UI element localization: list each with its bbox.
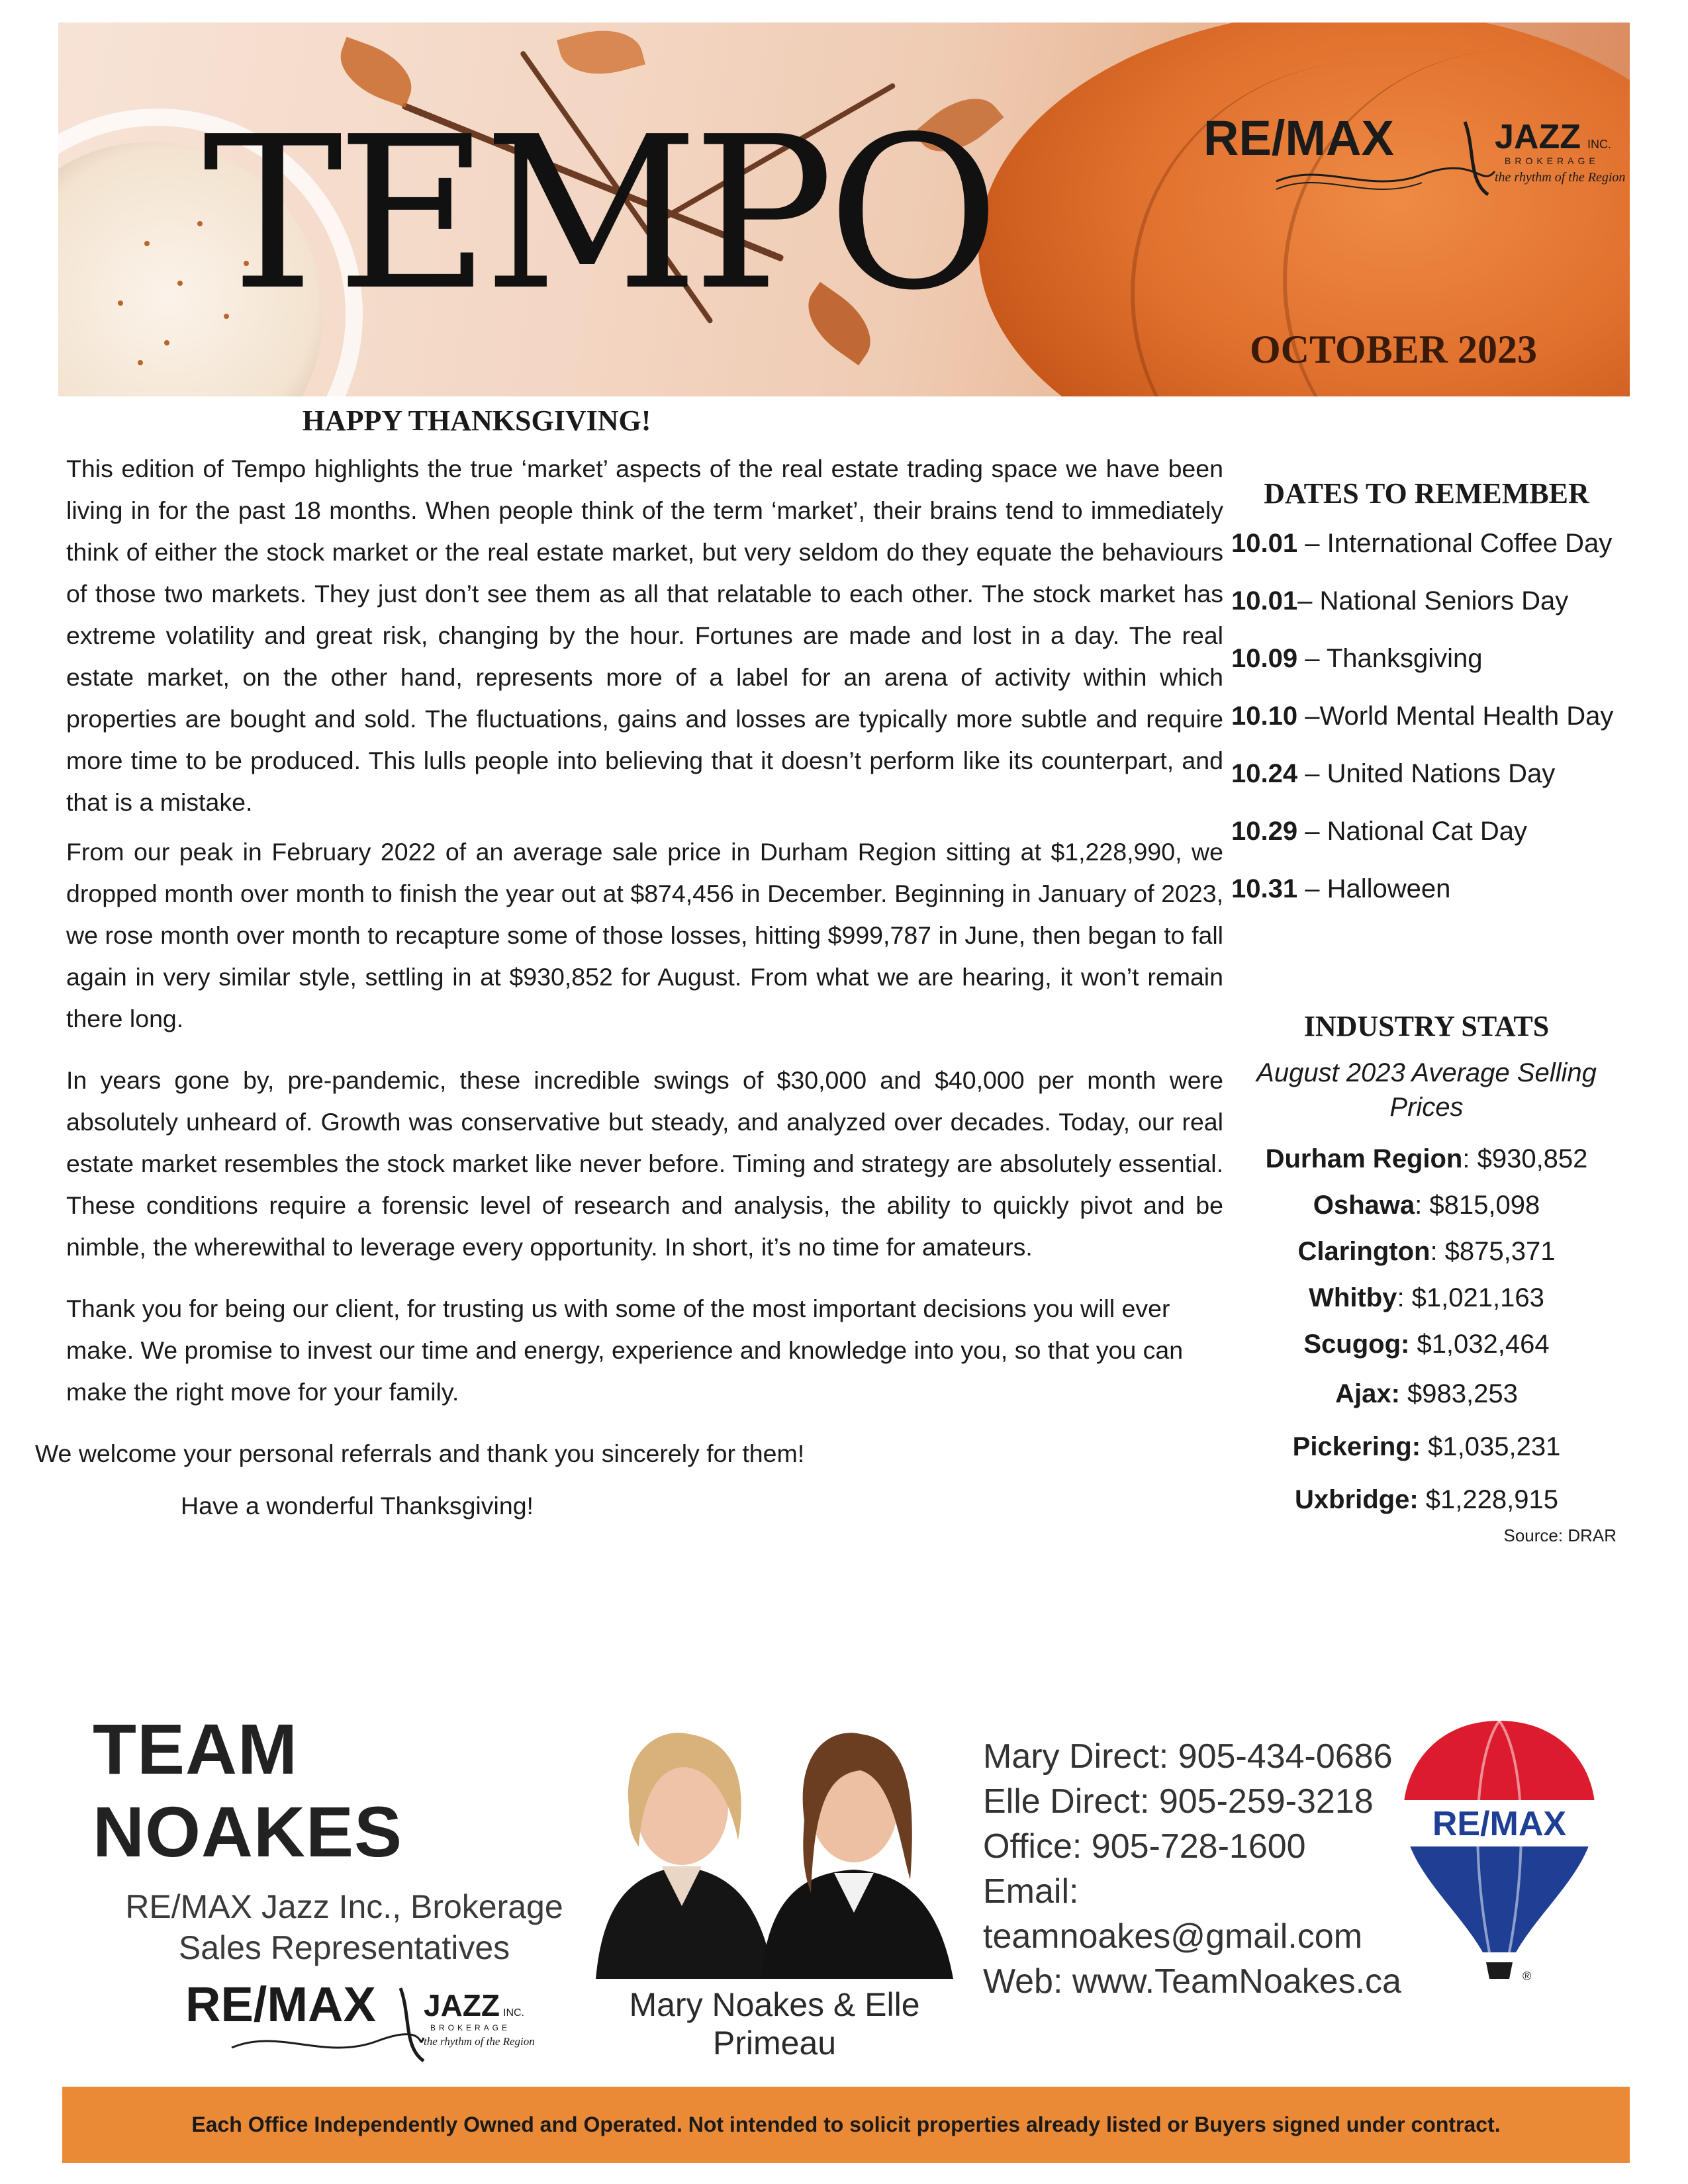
article-paragraph: In years gone by, pre-pandemic, these incredible swings of $30,000 and $40,000 per month were absolutely unheard of. Growth was conservative but steady, and analyzed over decades. Today, our real estate market resembles the stock market like never before. Timing and strategy are absolutely essential. These conditions require a forensic level of research and analysis, the ability to quickly pivot and be nimble, the wherewithal to leverage every opportunity. In short, it’s no time for amateurs. bbox=[66, 1066, 1223, 1261]
stat-price: $1,032,464 bbox=[1409, 1330, 1550, 1359]
date-item: 10.24 – United Nations Day bbox=[1231, 759, 1556, 788]
stat-region: Uxbridge: bbox=[1295, 1485, 1419, 1514]
contact-elle-phone[interactable]: Elle Direct: 905-259-3218 bbox=[983, 1782, 1374, 1821]
logo-inc-text: INC. bbox=[503, 2007, 524, 2019]
stat-row bbox=[1231, 1420, 1622, 1473]
stat-price: $983,253 bbox=[1399, 1379, 1518, 1408]
photo-caption: Mary Noakes & Elle Primeau bbox=[629, 1986, 920, 2062]
stat-region: Clarington bbox=[1297, 1237, 1430, 1266]
team-photo bbox=[583, 1707, 960, 1979]
stat-region: Ajax: bbox=[1335, 1379, 1400, 1408]
stat-region: Durham Region bbox=[1265, 1144, 1463, 1173]
date-item: 10.09 – Thanksgiving bbox=[1231, 644, 1483, 673]
team-name: TEAM NOAKES bbox=[93, 1709, 403, 1872]
stat-row bbox=[1231, 1367, 1622, 1420]
newsletter-title: TEMPO bbox=[203, 91, 994, 336]
stat-price: : $930,852 bbox=[1462, 1144, 1588, 1173]
date-item: 10.01 – International Coffee Day bbox=[1231, 529, 1613, 558]
date-value: 10.31 bbox=[1231, 874, 1298, 903]
date-item: 10.01– National Seniors Day bbox=[1231, 586, 1569, 615]
stat-row bbox=[1231, 1182, 1622, 1228]
article-paragraph: From our peak in February 2022 of an average sale price in Durham Region sitting at $1,228,990, we dropped month over month to finish the year out at $874,456 in December. Beginning in January of 2023, we rose month over month to recapture some of those losses, hitting $999,787 in June, then began to fall again in very similar style, settling in at $930,852 for August. From what we are hearing, it won’t remain there long. bbox=[66, 838, 1223, 1032]
stat-row bbox=[1231, 1275, 1622, 1321]
contact-website[interactable]: Web: www.TeamNoakes.ca bbox=[983, 1962, 1401, 2001]
issue-date: OCTOBER 2023 bbox=[1250, 328, 1537, 371]
date-value: 10.10 bbox=[1231, 702, 1298, 731]
logo-inc-text: INC. bbox=[1587, 138, 1611, 151]
stat-price: $1,035,231 bbox=[1421, 1432, 1561, 1461]
date-label: International Coffee Day bbox=[1327, 529, 1613, 558]
date-item: 10.29 – National Cat Day bbox=[1231, 817, 1527, 846]
header-banner bbox=[58, 23, 1630, 396]
date-label: United Nations Day bbox=[1327, 759, 1556, 788]
logo-brokerage-text: BROKERAGE bbox=[1505, 156, 1599, 166]
logo-jazz-text: JAZZ bbox=[1495, 118, 1581, 156]
date-item: 10.31 – Halloween bbox=[1231, 874, 1451, 903]
logo-tagline-text: the rhythm of the Region bbox=[1495, 170, 1626, 185]
date-value: 10.29 bbox=[1231, 817, 1298, 846]
remax-balloon-icon bbox=[1397, 1714, 1602, 1992]
date-label: World Mental Health Day bbox=[1319, 702, 1614, 731]
dates-sidebar bbox=[1231, 463, 1622, 927]
date-label: National Seniors Day bbox=[1319, 586, 1569, 615]
date-value: 10.24 bbox=[1231, 759, 1298, 788]
main-article bbox=[34, 404, 1223, 1520]
team-role: Sales Representatives bbox=[178, 1929, 510, 1966]
stat-row bbox=[1231, 1136, 1622, 1182]
stat-price: : $875,371 bbox=[1430, 1237, 1556, 1266]
leaf-image bbox=[557, 23, 645, 85]
stat-row bbox=[1231, 1228, 1622, 1275]
stats-subtitle: August 2023 Average Selling Prices bbox=[1256, 1058, 1597, 1122]
article-heading: HAPPY THANKSGIVING! bbox=[302, 404, 651, 437]
stat-price: : $815,098 bbox=[1415, 1191, 1540, 1220]
stat-region: Whitby bbox=[1309, 1283, 1397, 1312]
stat-region: Scugog: bbox=[1303, 1330, 1410, 1359]
stat-row bbox=[1231, 1473, 1622, 1526]
stat-region: Oshawa bbox=[1313, 1191, 1415, 1220]
balloon-logo-text: RE/MAX bbox=[1432, 1805, 1567, 1843]
date-label: National Cat Day bbox=[1327, 817, 1527, 846]
logo-remax-text: RE/MAX bbox=[1203, 111, 1394, 165]
stats-list bbox=[1231, 1136, 1622, 1526]
date-label: Halloween bbox=[1327, 874, 1451, 903]
team-block bbox=[93, 1707, 596, 2077]
contact-email[interactable]: Email: teamnoakes@gmail.com bbox=[983, 1872, 1363, 1956]
referrals-line: We welcome your personal referrals and thank you sincerely for them! bbox=[34, 1439, 805, 1467]
dates-heading: DATES TO REMEMBER bbox=[1264, 477, 1589, 510]
contact-info bbox=[983, 1734, 1420, 2004]
disclaimer-text: Each Office Independently Owned and Operated. Not intended to solicit properties already listed or Buyers signed under contract. bbox=[191, 2113, 1501, 2136]
date-item: 10.10 –World Mental Health Day bbox=[1231, 702, 1614, 731]
logo-brokerage-text: BROKERAGE bbox=[430, 2023, 511, 2032]
closing-line: Have a wonderful Thanksgiving! bbox=[181, 1492, 534, 1520]
date-label: Thanksgiving bbox=[1326, 644, 1483, 673]
stat-price: $1,228,915 bbox=[1418, 1485, 1558, 1514]
logo-remax-text: RE/MAX bbox=[185, 1977, 376, 2032]
logo-tagline-text: the rhythm of the Region bbox=[424, 2035, 535, 2048]
team-brokerage: RE/MAX Jazz Inc., Brokerage bbox=[125, 1888, 563, 1925]
stats-source: Source: DRAR bbox=[1503, 1525, 1617, 1545]
stat-price: : $1,021,163 bbox=[1397, 1283, 1544, 1312]
contact-office-phone[interactable]: Office: 905-728-1600 bbox=[983, 1827, 1306, 1866]
disclaimer-bar bbox=[62, 2087, 1630, 2163]
remax-jazz-logo bbox=[1203, 109, 1630, 214]
date-value: 10.09 bbox=[1231, 644, 1298, 673]
stats-heading: INDUSTRY STATS bbox=[1303, 1010, 1550, 1042]
stat-row bbox=[1231, 1321, 1622, 1367]
logo-jazz-text: JAZZ bbox=[424, 1988, 500, 2023]
date-value: 10.01 bbox=[1231, 586, 1298, 615]
date-value: 10.01 bbox=[1231, 529, 1298, 558]
remax-jazz-logo bbox=[146, 1975, 543, 2074]
contact-mary-phone[interactable]: Mary Direct: 905-434-0686 bbox=[983, 1737, 1393, 1776]
article-paragraph: This edition of Tempo highlights the true ‘market’ aspects of the real estate trading space we have been living in for the past 18 months. When people think of the term ‘market’, their brains tend to immediately think of either the stock market or the real estate market, but very seldom do they equate the behaviours of those two markets. They just don’t see them as all that relatable to each other. The stock market has extreme volatility and great risk, changing by the hour. Fortunes are made and lost in a day. The real estate market, on the other hand, represents more of a label for an arena of activity within which properties are bought and sold. The fluctuations, gains and losses are typically more subtle and require more time to be produced. This lulls people into believing that it doesn’t perform like its counterpart, and that is a mistake. bbox=[66, 455, 1223, 816]
stat-region: Pickering: bbox=[1292, 1432, 1421, 1461]
thank-you-paragraph: Thank you for being our client, for trusting us with some of the most important decisions you will ever make. We promise to invest our time and energy, experience and knowledge into you, so that you can make the right move for your family. bbox=[66, 1295, 1184, 1406]
svg-text:®: ® bbox=[1523, 1970, 1532, 1983]
